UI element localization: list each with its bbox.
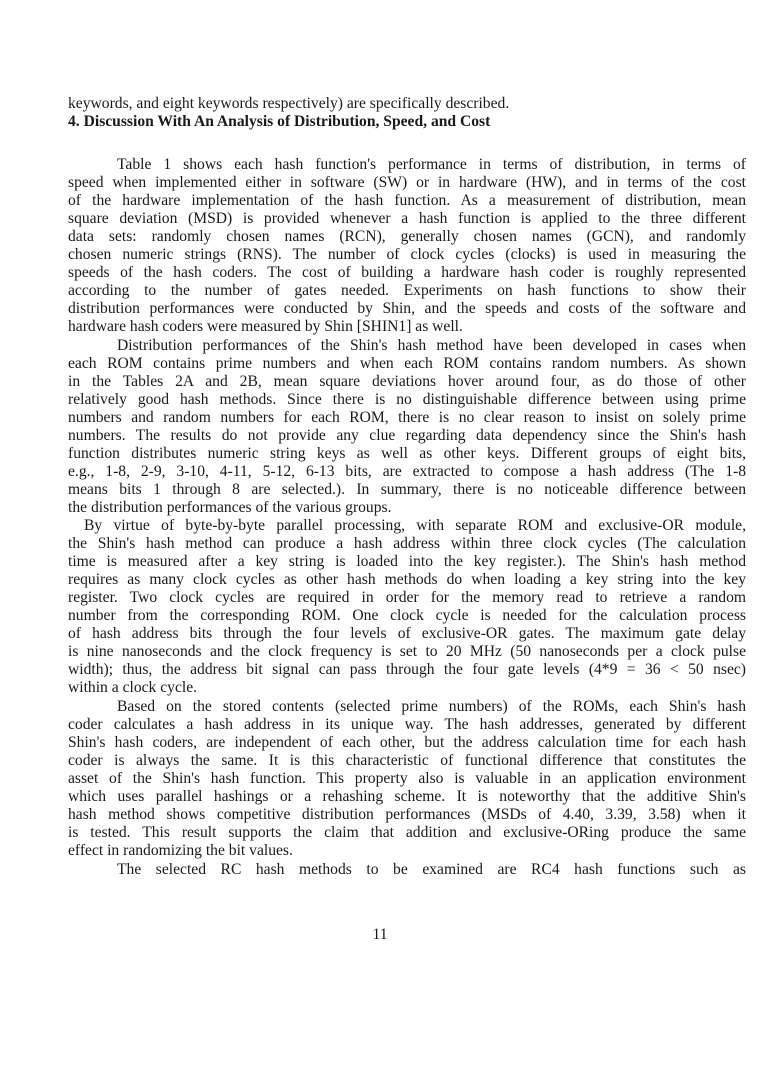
paragraph-line: width); thus, the address bit signal can pass through the four gate levels (4*9 = 36 < 50 nsec) [68,661,746,678]
paragraph-line: speeds of the hash coders. The cost of building a hardware hash coder is roughly represented [68,264,746,281]
paragraph-line: numbers and random numbers for each ROM, there is no clear reason to insist on solely prime [68,409,746,426]
paragraph-line: the distribution performances of the various groups. [68,499,392,516]
paragraph-line: e.g., 1-8, 2-9, 3-10, 4-11, 5-12, 6-13 bits, are extracted to compose a hash address (The 1-8 [68,463,746,480]
top-fragment-line: keywords, and eight keywords respectively) are specifically described. [68,95,510,112]
paragraph-line: is nine nanoseconds and the clock frequency is set to 20 MHz (50 nanoseconds per a clock pulse [68,643,746,660]
paragraph-line: number from the corresponding ROM. One clock cycle is needed for the calculation process [68,607,746,624]
paragraph-line: of hash address bits through the four levels of exclusive-OR gates. The maximum gate delay [68,625,746,642]
paragraph-line: is tested. This result supports the claim that addition and exclusive-ORing produce the same [68,824,746,841]
paragraph-line: means bits 1 through 8 are selected.). In summary, there is no noticeable difference between [68,481,746,498]
paragraph-line: Distribution performances of the Shin's hash method have been developed in cases when [117,337,746,354]
section-heading: 4. Discussion With An Analysis of Distribution, Speed, and Cost [68,113,491,130]
paragraph-line: chosen numeric strings (RNS). The number of clock cycles (clocks) is used in measuring the [68,246,746,263]
paragraph-line: data sets: randomly chosen names (RCN), generally chosen names (GCN), and randomly [68,228,746,245]
paragraph-line: asset of the Shin's hash function. This property also is valuable in an application environment [68,770,746,787]
paragraph-line: The selected RC hash methods to be examined are RC4 hash functions such as [117,861,746,878]
paragraph-line: effect in randomizing the bit values. [68,842,293,859]
paragraph-line: within a clock cycle. [68,679,198,696]
paragraph-line: Based on the stored contents (selected prime numbers) of the ROMs, each Shin's hash [117,698,746,715]
paragraph-line: function distributes numeric string keys as well as other keys. Different groups of eight bits, [68,445,746,462]
paragraph-line: in the Tables 2A and 2B, mean square deviations hover around four, as do those of other [68,373,746,390]
paragraph-line: of the hardware implementation of the hash function. As a measurement of distribution, mean [68,192,746,209]
paragraph-line: Table 1 shows each hash function's performance in terms of distribution, in terms of [117,156,746,173]
paragraph-line: coder calculates a hash address in its unique way. The hash addresses, generated by different [68,716,746,733]
paragraph-line: time is measured after a key string is loaded into the key register.). The Shin's hash method [68,553,746,570]
paragraph-line: relatively good hash methods. Since there is no distinguishable difference between using prime [68,391,746,408]
paragraph-line: hash method shows competitive distribution performances (MSDs of 4.40, 3.39, 3.58) when it [68,806,746,823]
paragraph-line: By virtue of byte-by-byte parallel processing, with separate ROM and exclusive-OR module, [84,517,746,534]
paragraph-line: square deviation (MSD) is provided whenever a hash function is applied to the three different [68,210,746,227]
paragraph-line: which uses parallel hashings or a rehashing scheme. It is noteworthy that the additive Shin's [68,788,746,805]
paragraph-line: distribution performances were conducted by Shin, and the speeds and costs of the software and [68,300,746,317]
page-number: 11 [372,926,388,943]
paragraph-line: numbers. The results do not provide any clue regarding data dependency since the Shin's hash [68,427,746,444]
paragraph-line: register. Two clock cycles are required in order for the memory read to retrieve a random [68,589,746,606]
paragraph-line: the Shin's hash method can produce a hash address within three clock cycles (The calculation [68,535,746,552]
paragraph-line: each ROM contains prime numbers and when each ROM contains random numbers. As shown [68,355,746,372]
paragraph-line: speed when implemented either in software (SW) or in hardware (HW), and in terms of the cost [68,174,746,191]
paragraph-line: coder is always the same. It is this characteristic of functional difference that constitutes the [68,752,746,769]
paragraph-line: Shin's hash coders, are independent of each other, but the address calculation time for each hash [68,734,746,751]
paragraph-line: requires as many clock cycles as other hash methods do when loading a key string into the key [68,571,746,588]
paragraph-line: hardware hash coders were measured by Shin [SHIN1] as well. [68,318,463,335]
paragraph-line: according to the number of gates needed. Experiments on hash functions to show their [68,282,746,299]
